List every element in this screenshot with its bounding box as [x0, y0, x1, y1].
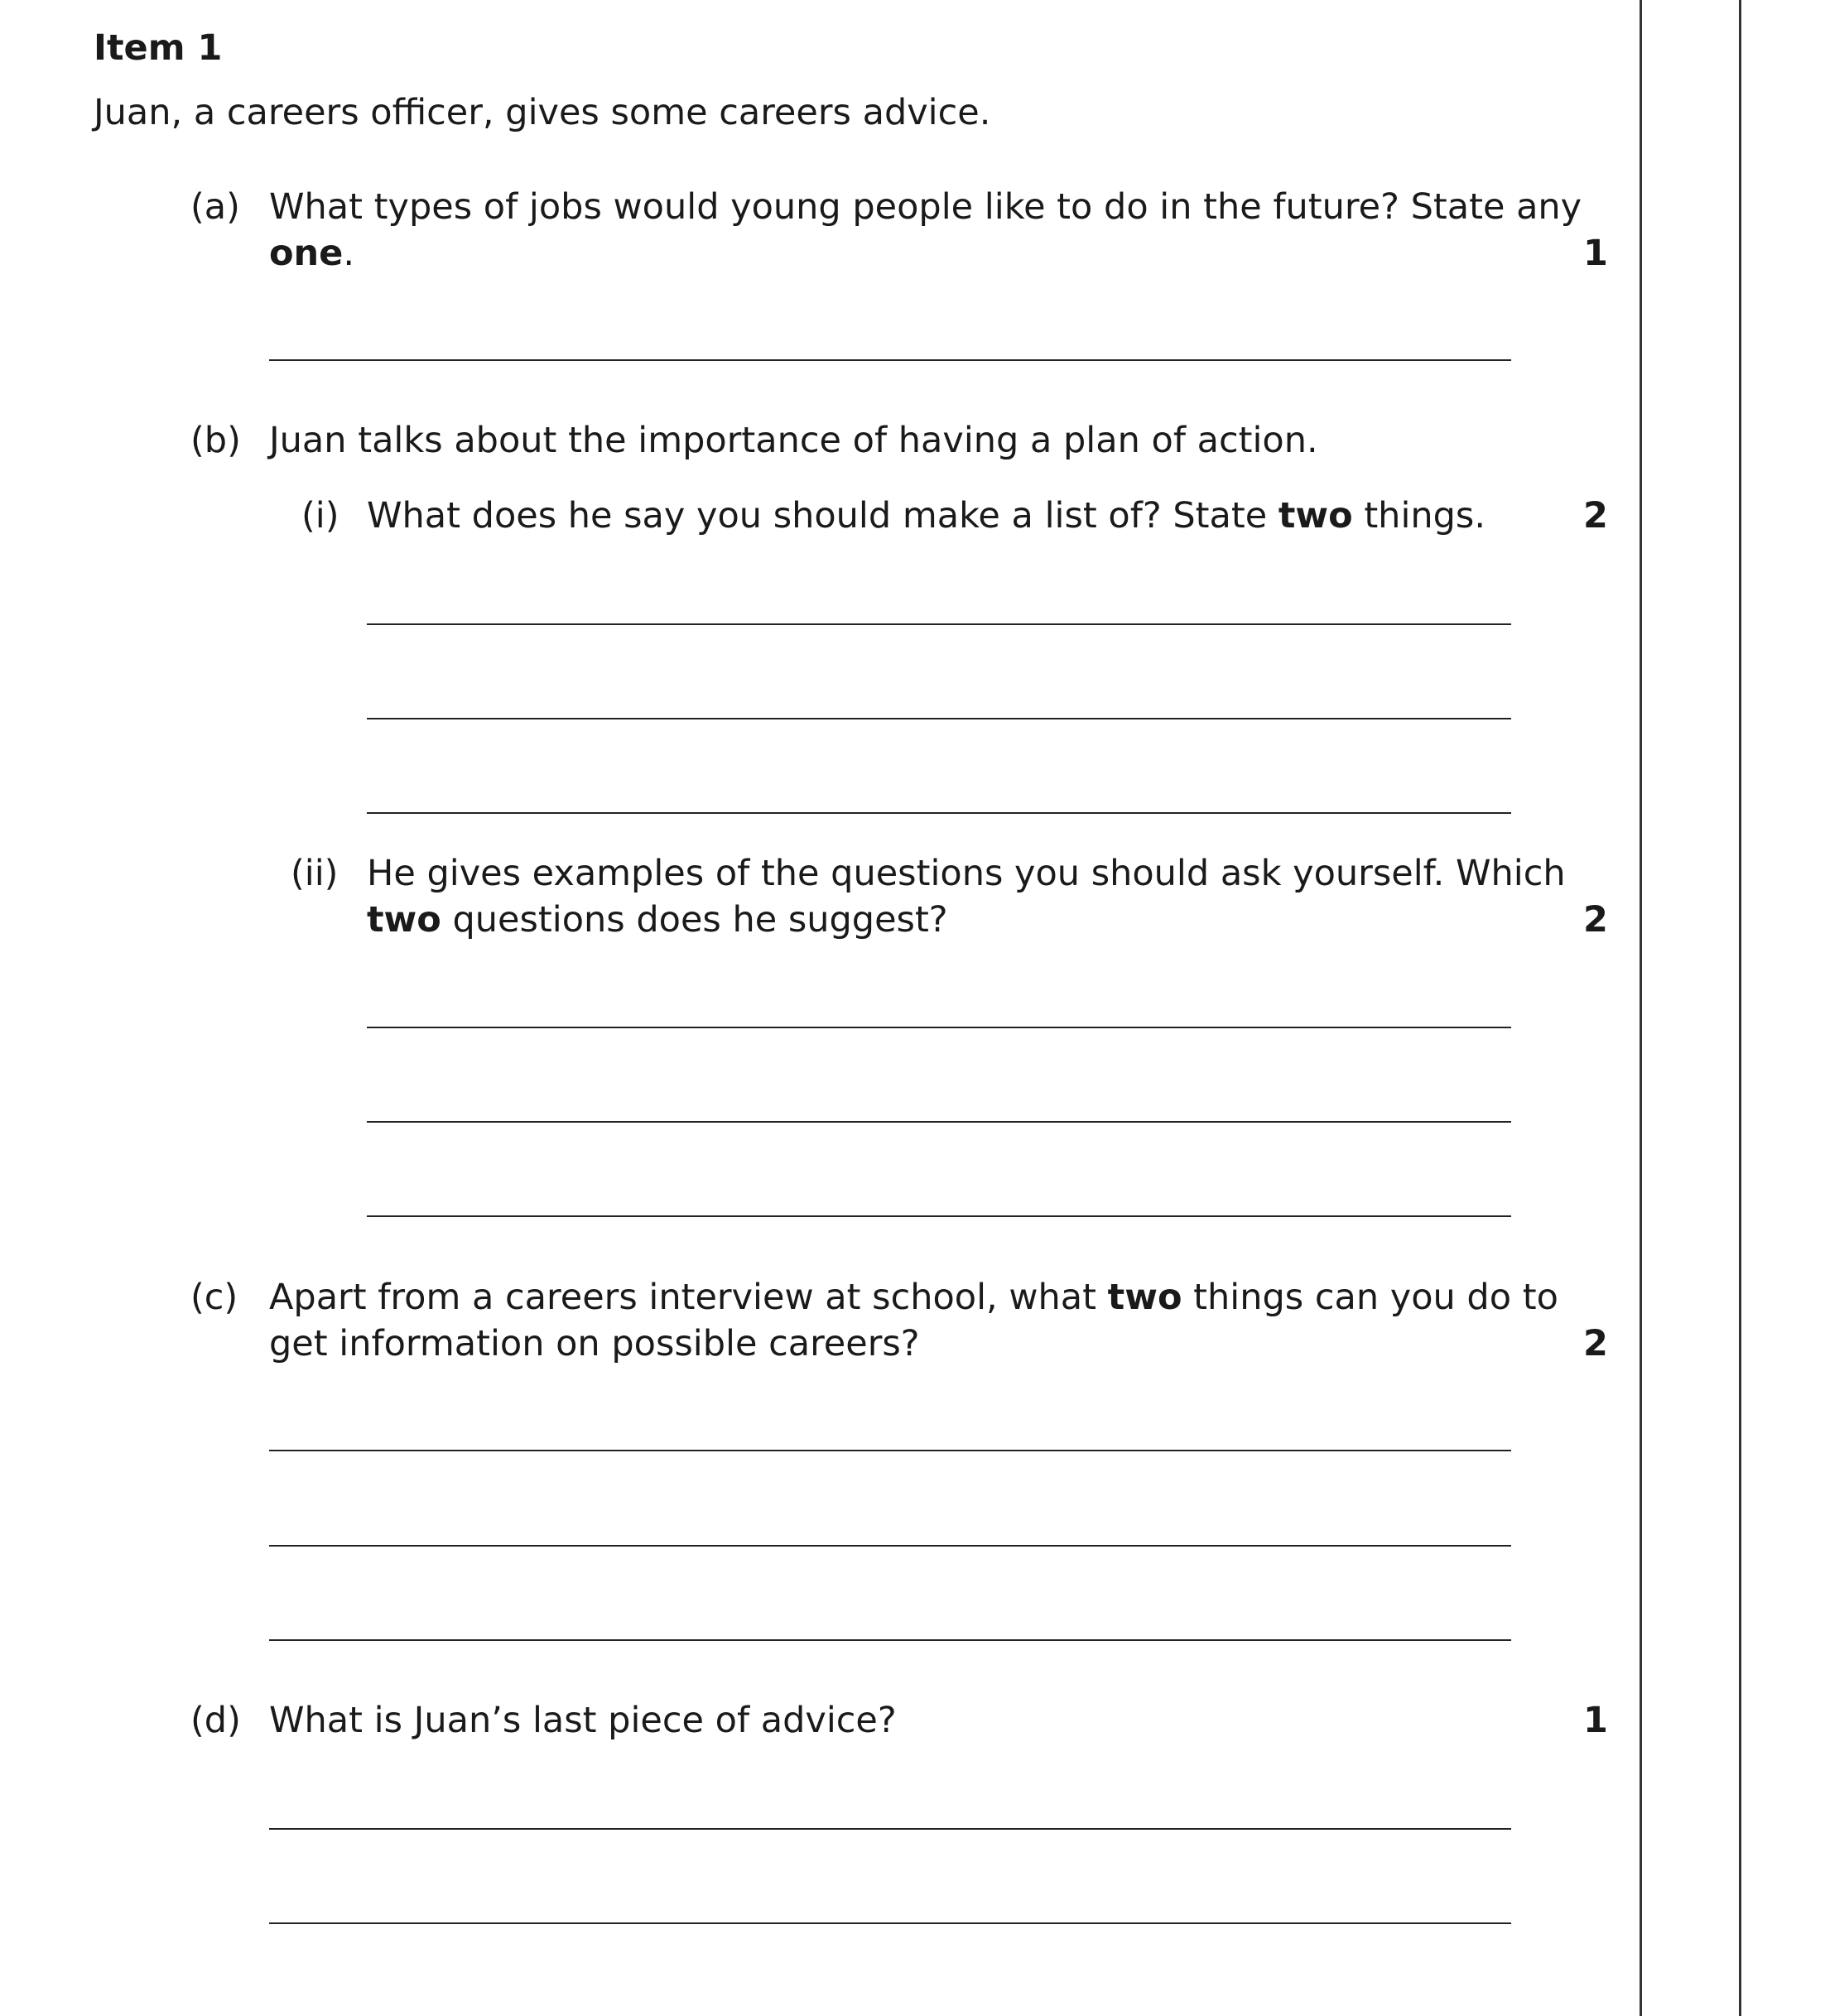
- question-b-ii-text-line1: He gives examples of the questions you should ask yourself. Which: [367, 853, 1566, 894]
- question-b-ii-marks: 2: [1583, 899, 1608, 941]
- question-b-i-text-start: What does he say you should make a list of? State: [367, 495, 1278, 536]
- question-c-text-end: things can you do to: [1182, 1277, 1558, 1318]
- question-b-ii-text-line2: [367, 897, 948, 943]
- question-a-answer-line-1[interactable]: [269, 359, 1511, 361]
- question-b-i-marks: 2: [1583, 495, 1608, 536]
- question-d-answer-line-1[interactable]: [269, 1828, 1511, 1830]
- question-c-text-line1: [269, 1274, 1558, 1321]
- question-a-text-line1: What types of jobs would young people like to do in the future? State any: [269, 186, 1582, 228]
- item-intro: Juan, a careers officer, gives some careers advice.: [94, 92, 991, 133]
- question-b-i-answer-line-1[interactable]: [367, 623, 1511, 625]
- question-d-answer-line-2[interactable]: [269, 1922, 1511, 1924]
- question-b-ii-answer-line-1[interactable]: [367, 1027, 1511, 1028]
- question-b-ii-answer-line-2[interactable]: [367, 1121, 1511, 1123]
- question-b-ii-label: (ii): [291, 853, 339, 894]
- question-b-i-answer-line-3[interactable]: [367, 812, 1511, 814]
- question-c-label: (c): [190, 1277, 238, 1318]
- question-c-answer-line-2[interactable]: [269, 1545, 1511, 1547]
- question-b-i-answer-line-2[interactable]: [367, 718, 1511, 719]
- question-b-label: (b): [190, 420, 241, 461]
- question-a-marks: 1: [1583, 233, 1608, 274]
- question-c-answer-line-1[interactable]: [269, 1450, 1511, 1451]
- question-c-emphasis: two: [1107, 1277, 1182, 1318]
- question-a-label: (a): [190, 186, 240, 228]
- question-c-text-line2: get information on possible careers?: [269, 1323, 920, 1364]
- question-a-emphasis: one: [269, 233, 344, 274]
- question-c-answer-line-3[interactable]: [269, 1639, 1511, 1641]
- question-a-text-end: .: [343, 233, 354, 274]
- question-b-i-emphasis: two: [1278, 495, 1353, 536]
- question-a-text-line2: [269, 230, 354, 277]
- question-b-ii-answer-line-3[interactable]: [367, 1215, 1511, 1217]
- question-c-text-start: Apart from a careers interview at school, what: [269, 1277, 1108, 1318]
- question-b-i-label: (i): [301, 495, 339, 536]
- question-d-text: What is Juan’s last piece of advice?: [269, 1700, 897, 1741]
- page-margin-line-right: [1739, 0, 1741, 2016]
- question-b-ii-emphasis: two: [367, 899, 441, 941]
- question-b-i-text: [367, 493, 1486, 539]
- question-d-label: (d): [190, 1700, 241, 1741]
- item-title: Item 1: [94, 27, 223, 69]
- question-b-text: Juan talks about the importance of having a plan of action.: [269, 420, 1318, 461]
- question-d-marks: 1: [1583, 1700, 1608, 1741]
- page-margin-line-left: [1640, 0, 1642, 2016]
- question-c-marks: 2: [1583, 1323, 1608, 1364]
- question-b-ii-text-end: questions does he suggest?: [441, 899, 948, 941]
- question-b-i-text-end: things.: [1352, 495, 1486, 536]
